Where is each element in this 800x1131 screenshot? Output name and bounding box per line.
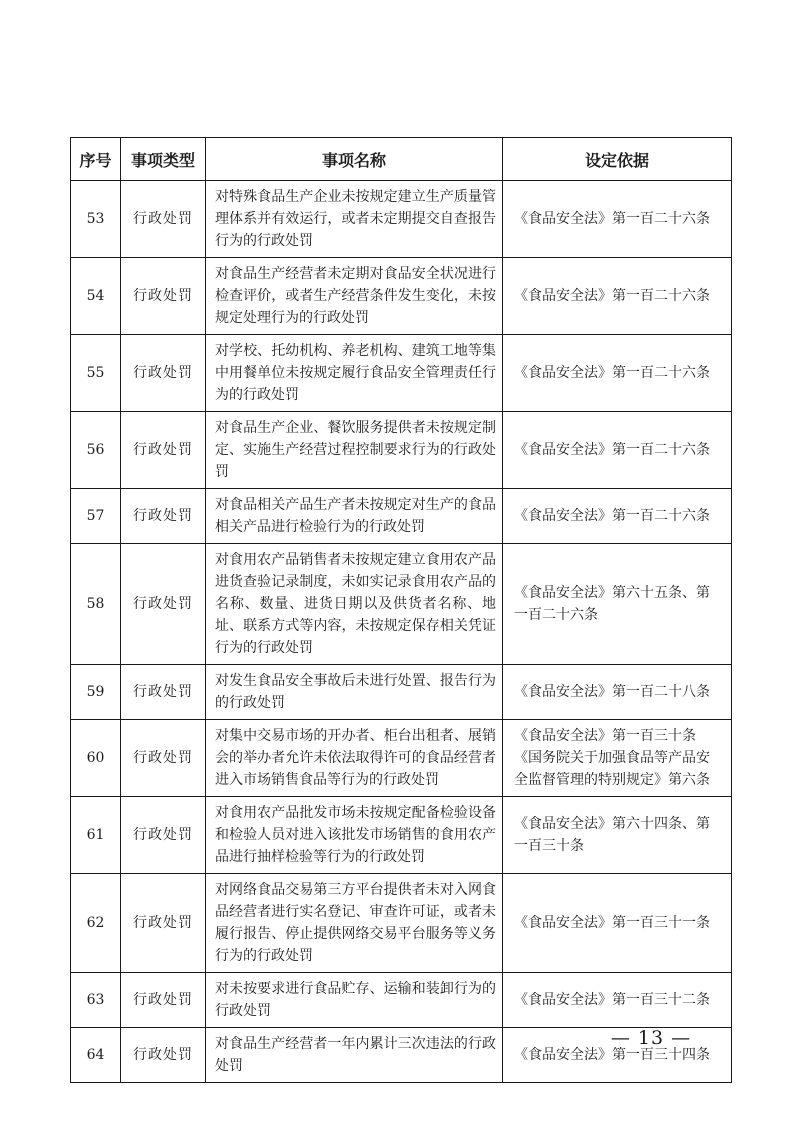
row-item-name: 对食品相关产品生产者未按规定对生产的食品相关产品进行检验行为的行政处罚 (206, 489, 503, 544)
row-serial-number: 61 (71, 797, 121, 874)
legal-basis-line: 《食品安全法》第六十四条、第一百三十条 (514, 816, 710, 854)
legal-basis-line: 《食品安全法》第一百三十四条 (514, 1047, 710, 1063)
legal-basis-line: 《食品安全法》第一百二十六条 (514, 442, 710, 458)
row-legal-basis (503, 412, 732, 489)
row-legal-basis (503, 489, 732, 544)
row-item-type: 行政处罚 (121, 544, 206, 665)
row-item-type: 行政处罚 (121, 973, 206, 1028)
table-row (71, 973, 732, 1028)
row-item-name: 对未按要求进行食品贮存、运输和装卸行为的行政处罚 (206, 973, 503, 1028)
row-item-name: 对集中交易市场的开办者、柜台出租者、展销会的举办者允许未依法取得许可的食品经营者进入市场销售食品等行为的行政处罚 (206, 720, 503, 797)
table-row (71, 489, 732, 544)
row-item-type: 行政处罚 (121, 720, 206, 797)
row-item-type: 行政处罚 (121, 181, 206, 258)
row-item-name: 对特殊食品生产企业未按规定建立生产质量管理体系并有效运行，或者未定期提交自查报告行为的行政处罚 (206, 181, 503, 258)
row-legal-basis (503, 665, 732, 720)
row-item-type: 行政处罚 (121, 489, 206, 544)
column-header-item-type: 事项类型 (121, 138, 206, 181)
penalty-items-table (70, 137, 732, 1083)
row-serial-number: 53 (71, 181, 121, 258)
row-legal-basis (503, 720, 732, 797)
row-legal-basis (503, 258, 732, 335)
legal-basis-line: 《食品安全法》第六十五条、第一百二十六条 (514, 585, 710, 623)
row-legal-basis (503, 335, 732, 412)
table-row (71, 874, 732, 973)
legal-basis-line: 《食品安全法》第一百二十八条 (514, 684, 710, 700)
legal-basis-line: 《食品安全法》第一百三十一条 (514, 915, 710, 931)
row-serial-number: 60 (71, 720, 121, 797)
legal-basis-line: 《食品安全法》第一百二十六条 (514, 508, 710, 524)
row-serial-number: 57 (71, 489, 121, 544)
row-item-type: 行政处罚 (121, 797, 206, 874)
row-serial-number: 55 (71, 335, 121, 412)
row-serial-number: 54 (71, 258, 121, 335)
row-serial-number: 62 (71, 874, 121, 973)
row-legal-basis (503, 874, 732, 973)
table-row (71, 335, 732, 412)
row-serial-number: 59 (71, 665, 121, 720)
table-row (71, 665, 732, 720)
row-legal-basis (503, 544, 732, 665)
table-row (71, 797, 732, 874)
column-header-serial-number: 序号 (71, 138, 121, 181)
row-legal-basis (503, 797, 732, 874)
column-header-item-name: 事项名称 (206, 138, 503, 181)
row-legal-basis (503, 181, 732, 258)
legal-basis-line: 《食品安全法》第一百二十六条 (514, 365, 710, 381)
legal-basis-line: 《国务院关于加强食品等产品安全监督管理的特别规定》第六条 (514, 750, 710, 788)
row-item-type: 行政处罚 (121, 1028, 206, 1083)
row-item-type: 行政处罚 (121, 874, 206, 973)
table-row (71, 258, 732, 335)
legal-basis-line: 《食品安全法》第一百三十条 (514, 728, 696, 744)
row-item-name: 对食品生产经营者一年内累计三次违法的行政处罚 (206, 1028, 503, 1083)
row-serial-number: 63 (71, 973, 121, 1028)
row-item-name: 对食品生产企业、餐饮服务提供者未按规定制定、实施生产经营过程控制要求行为的行政处罚 (206, 412, 503, 489)
table-row (71, 544, 732, 665)
row-serial-number: 58 (71, 544, 121, 665)
legal-basis-line: 《食品安全法》第一百三十二条 (514, 992, 710, 1008)
table-header-row (71, 138, 732, 181)
row-legal-basis (503, 973, 732, 1028)
legal-basis-line: 《食品安全法》第一百二十六条 (514, 211, 710, 227)
table-row (71, 412, 732, 489)
row-item-name: 对食用农产品批发市场未按规定配备检验设备和检验人员对进入该批发市场销售的食用农产品进行抽样检验等行为的行政处罚 (206, 797, 503, 874)
row-serial-number: 56 (71, 412, 121, 489)
row-item-name: 对食品生产经营者未定期对食品安全状况进行检查评价，或者生产经营条件发生变化，未按规定处理行为的行政处罚 (206, 258, 503, 335)
row-item-name: 对网络食品交易第三方平台提供者未对入网食品经营者进行实名登记、审查许可证，或者未履行报告、停止提供网络交易平台服务等义务行为的行政处罚 (206, 874, 503, 973)
row-item-name: 对食用农产品销售者未按规定建立食用农产品进货查验记录制度，未如实记录食用农产品的名称、数量、进货日期以及供货者名称、地址、联系方式等内容，未按规定保存相关凭证行为的行政处罚 (206, 544, 503, 665)
row-item-name: 对发生食品安全事故后未进行处置、报告行为的行政处罚 (206, 665, 503, 720)
row-item-type: 行政处罚 (121, 335, 206, 412)
table-row (71, 720, 732, 797)
row-item-type: 行政处罚 (121, 665, 206, 720)
table-row (71, 181, 732, 258)
row-item-name: 对学校、托幼机构、养老机构、建筑工地等集中用餐单位未按规定履行食品安全管理责任行为的行政处罚 (206, 335, 503, 412)
column-header-legal-basis: 设定依据 (503, 138, 732, 181)
row-item-type: 行政处罚 (121, 412, 206, 489)
row-serial-number: 64 (71, 1028, 121, 1083)
row-item-type: 行政处罚 (121, 258, 206, 335)
page-number: — 13 — (610, 1027, 692, 1049)
legal-basis-line: 《食品安全法》第一百二十六条 (514, 288, 710, 304)
